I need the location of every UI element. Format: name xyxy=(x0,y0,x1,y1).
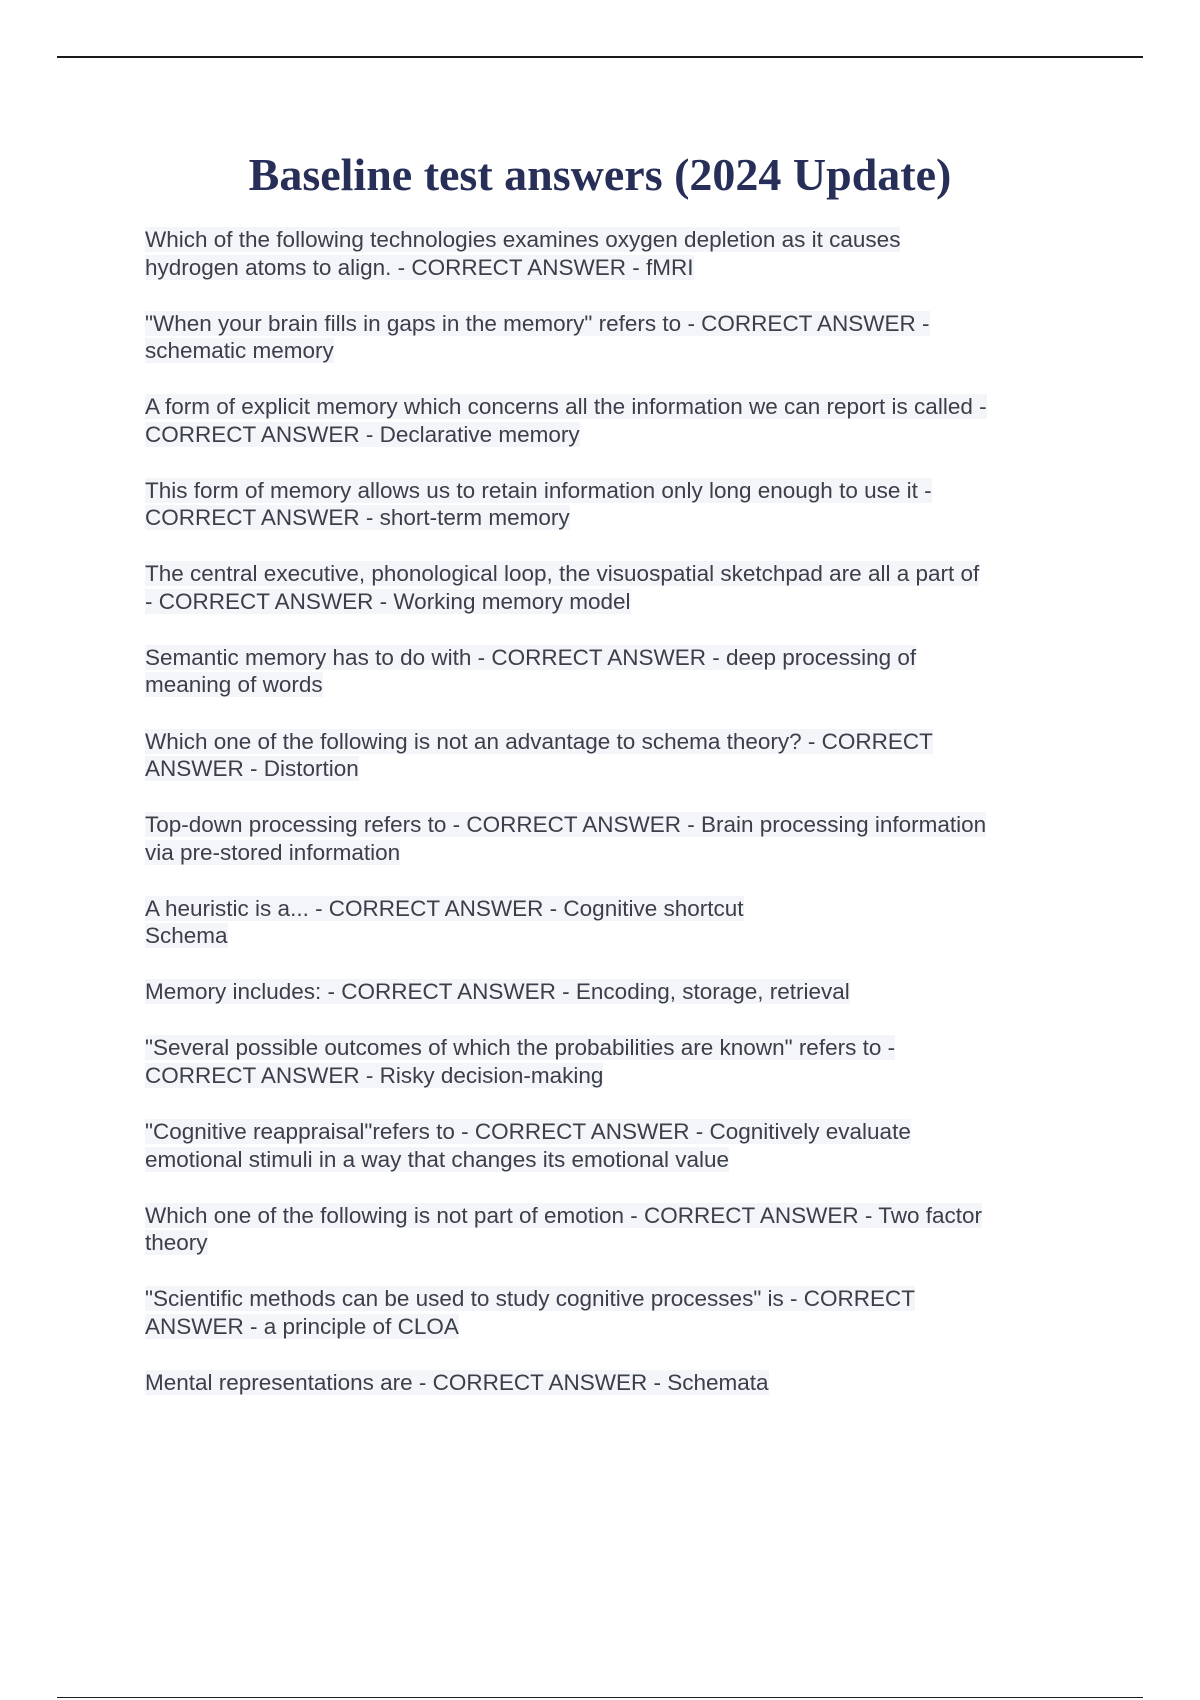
qa-line xyxy=(145,226,1065,254)
qa-text: CORRECT ANSWER - short-term memory xyxy=(145,505,570,531)
qa-text: "Several possible outcomes of which the probabilities are known" refers to - xyxy=(145,1035,896,1061)
qa-item xyxy=(145,1369,1065,1397)
qa-line xyxy=(145,811,1065,839)
qa-text: emotional stimuli in a way that changes its emotional value xyxy=(145,1146,730,1172)
qa-item xyxy=(145,1034,1065,1089)
qa-list xyxy=(145,226,1065,1425)
qa-line xyxy=(145,504,1065,532)
qa-text: Semantic memory has to do with - CORRECT ANSWER - deep processing of xyxy=(145,644,917,670)
qa-line xyxy=(145,1229,1065,1257)
qa-line xyxy=(145,1202,1065,1230)
qa-text: "When your brain fills in gaps in the memory" refers to - CORRECT ANSWER - xyxy=(145,310,930,336)
qa-item xyxy=(145,811,1065,866)
bottom-divider xyxy=(57,1697,1143,1698)
qa-text: Schema xyxy=(145,923,228,949)
qa-item xyxy=(145,560,1065,615)
qa-line xyxy=(145,839,1065,867)
qa-text: via pre-stored information xyxy=(145,839,401,865)
page-title: Baseline test answers (2024 Update) xyxy=(248,149,952,200)
qa-text: meaning of words xyxy=(145,672,323,698)
qa-text: Mental representations are - CORRECT ANSWER - Schemata xyxy=(145,1369,769,1395)
qa-item xyxy=(145,895,1065,950)
qa-line xyxy=(145,1313,1065,1341)
qa-line xyxy=(145,755,1065,783)
qa-text: "Cognitive reappraisal"refers to - CORRECT ANSWER - Cognitively evaluate xyxy=(145,1119,911,1145)
qa-line xyxy=(145,588,1065,616)
qa-item xyxy=(145,310,1065,365)
qa-text: "Scientific methods can be used to study cognitive processes" is - CORRECT xyxy=(145,1286,916,1312)
qa-line xyxy=(145,728,1065,756)
qa-text: Memory includes: - CORRECT ANSWER - Encoding, storage, retrieval xyxy=(145,979,850,1005)
qa-line xyxy=(145,560,1065,588)
qa-line xyxy=(145,1062,1065,1090)
qa-line xyxy=(145,337,1065,365)
qa-item xyxy=(145,226,1065,281)
qa-item xyxy=(145,477,1065,532)
qa-line xyxy=(145,393,1065,421)
qa-item xyxy=(145,728,1065,783)
qa-text: Which one of the following is not an advantage to schema theory? - CORRECT xyxy=(145,728,933,754)
qa-text: ANSWER - Distortion xyxy=(145,756,359,782)
qa-line xyxy=(145,1034,1065,1062)
qa-text: The central executive, phonological loop, the visuospatial sketchpad are all a part of xyxy=(145,561,980,587)
qa-text: A form of explicit memory which concerns all the information we can report is called - xyxy=(145,394,987,420)
qa-item xyxy=(145,393,1065,448)
qa-text: ANSWER - a principle of CLOA xyxy=(145,1313,459,1339)
qa-item xyxy=(145,978,1065,1006)
qa-item xyxy=(145,644,1065,699)
qa-text: hydrogen atoms to align. - CORRECT ANSWER - fMRI xyxy=(145,254,694,280)
qa-text: This form of memory allows us to retain information only long enough to use it - xyxy=(145,477,932,503)
qa-line xyxy=(145,644,1065,672)
top-divider xyxy=(57,56,1143,58)
qa-line xyxy=(145,922,1065,950)
qa-line xyxy=(145,310,1065,338)
qa-text: theory xyxy=(145,1230,208,1256)
qa-text: CORRECT ANSWER - Risky decision-making xyxy=(145,1062,604,1088)
qa-text: Which of the following technologies examines oxygen depletion as it causes xyxy=(145,227,901,252)
qa-line xyxy=(145,895,1065,923)
qa-item xyxy=(145,1202,1065,1257)
qa-line xyxy=(145,477,1065,505)
qa-text: CORRECT ANSWER - Declarative memory xyxy=(145,421,580,447)
qa-line xyxy=(145,254,1065,282)
qa-text: - CORRECT ANSWER - Working memory model xyxy=(145,588,631,614)
qa-line xyxy=(145,1118,1065,1146)
qa-line xyxy=(145,671,1065,699)
qa-line xyxy=(145,1285,1065,1313)
qa-item xyxy=(145,1118,1065,1173)
qa-line xyxy=(145,1369,1065,1397)
qa-line xyxy=(145,978,1065,1006)
qa-text: Top-down processing refers to - CORRECT ANSWER - Brain processing information xyxy=(145,812,987,838)
qa-text: schematic memory xyxy=(145,338,334,364)
qa-item xyxy=(145,1285,1065,1340)
qa-line xyxy=(145,421,1065,449)
qa-text: A heuristic is a... - CORRECT ANSWER - Cognitive shortcut xyxy=(145,895,744,921)
qa-text: Which one of the following is not part of emotion - CORRECT ANSWER - Two factor xyxy=(145,1202,982,1228)
qa-line xyxy=(145,1146,1065,1174)
